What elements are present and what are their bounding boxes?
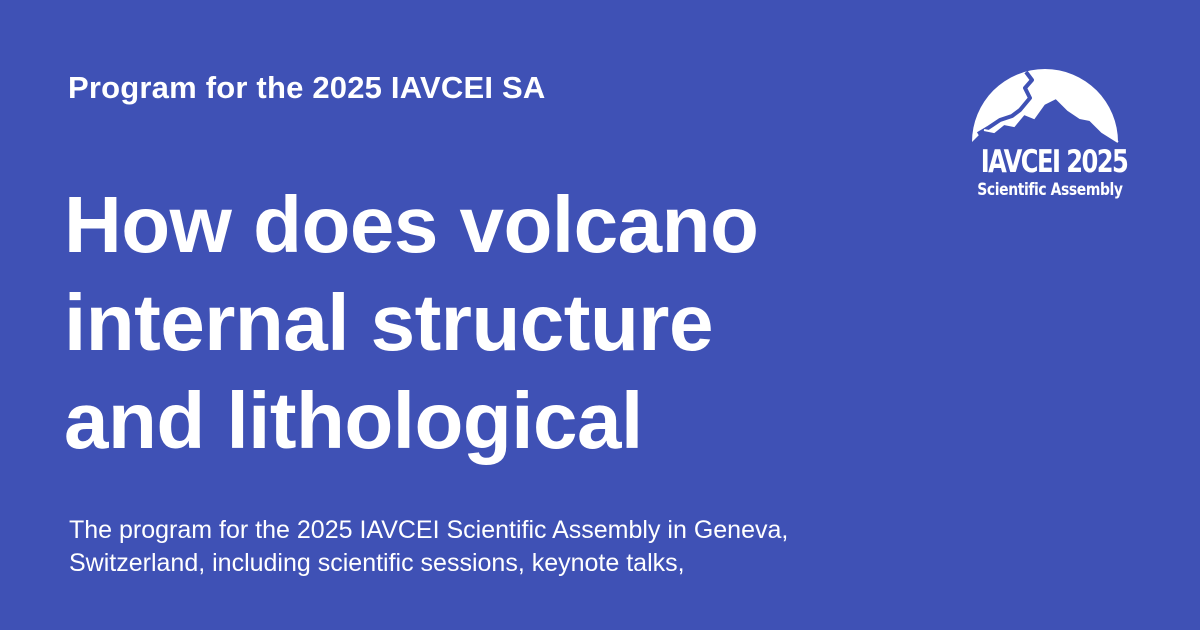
headline-line: and lithological xyxy=(64,376,643,465)
iavcei-logo xyxy=(962,58,1132,208)
headline-line: internal structure xyxy=(64,278,713,367)
volcano-mountain-icon xyxy=(970,58,1120,144)
eyebrow-text: Program for the 2025 IAVCEI SA xyxy=(68,70,546,105)
description-line: Switzerland, including scientific sessions, keynote talks, xyxy=(69,549,685,577)
description-line: The program for the 2025 IAVCEI Scientific Assembly in Geneva, xyxy=(69,516,789,544)
headline xyxy=(64,176,924,470)
logo-subtitle: Scientific Assembly xyxy=(977,180,1123,200)
description xyxy=(69,514,969,580)
logo-title: IAVCEI 2025 xyxy=(980,144,1128,180)
headline-line: How does volcano xyxy=(64,180,759,269)
